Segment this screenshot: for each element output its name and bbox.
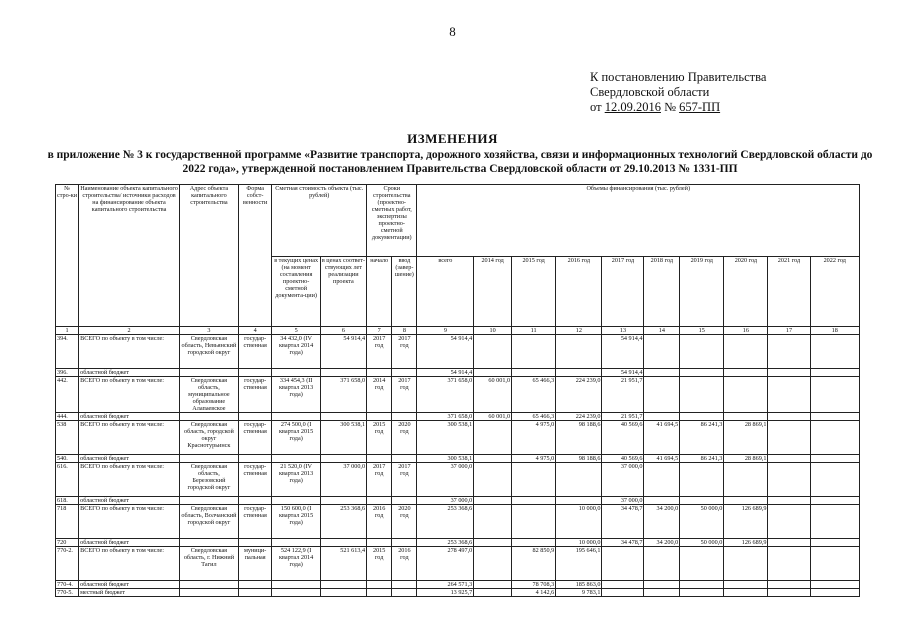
table-cell: 34 432,0 (IV квартал 2014 года)	[272, 335, 320, 369]
table-cell: 371 658,0	[320, 377, 366, 413]
table-cell	[810, 377, 860, 413]
document-heading: ИЗМЕНЕНИЯ	[407, 131, 498, 146]
table-cell	[810, 455, 860, 463]
table-cell: ВСЕГО по объекту в том числе:	[79, 335, 180, 369]
table-cell	[474, 539, 512, 547]
table-cell: Свердловская область, Невьянский городской округ	[180, 335, 239, 369]
table-cell	[474, 421, 512, 455]
table-cell	[810, 539, 860, 547]
table-cell	[680, 463, 724, 497]
table-cell	[768, 413, 810, 421]
table-row	[56, 505, 860, 539]
table-cell	[367, 369, 392, 377]
table-row	[56, 547, 860, 581]
table-cell: ВСЕГО по объекту в том числе:	[79, 505, 180, 539]
column-index-cell: 1	[56, 327, 79, 335]
table-cell: 34 200,0	[644, 539, 680, 547]
table-cell	[724, 377, 768, 413]
table-cell	[768, 421, 810, 455]
header-year: 2014 год	[474, 257, 512, 327]
table-cell: 538	[56, 421, 79, 455]
table-cell: 444.	[56, 413, 79, 421]
table-cell: 720	[56, 539, 79, 547]
table-cell	[367, 413, 392, 421]
table-cell	[392, 539, 417, 547]
column-index-cell: 17	[768, 327, 810, 335]
table-cell: областной бюджет	[79, 497, 180, 505]
table-cell: государ-ственная	[238, 335, 272, 369]
table-cell: ВСЕГО по объекту в том числе:	[79, 421, 180, 455]
table-cell: областной бюджет	[79, 581, 180, 589]
header-estimate-current: в текущих ценах (на момент составления проектно-сметной документа-ции)	[272, 257, 320, 327]
column-index-cell: 12	[556, 327, 602, 335]
table-cell	[512, 369, 556, 377]
table-cell: 371 658,0	[417, 413, 474, 421]
table-cell: 2015 год	[367, 421, 392, 455]
table-cell: Свердловская область, Волчанский городской округ	[180, 505, 239, 539]
table-cell	[272, 369, 320, 377]
table-cell: 2015 год	[367, 547, 392, 581]
table-cell: 334 454,3 (II квартал 2013 года)	[272, 377, 320, 413]
resolution-date: 12.09.2016	[604, 100, 661, 114]
table-cell: 28 869,1	[724, 455, 768, 463]
table-cell	[367, 455, 392, 463]
table-cell: 37 000,0	[320, 463, 366, 497]
table-cell: 2016 год	[367, 505, 392, 539]
column-index-cell: 6	[320, 327, 366, 335]
table-cell: 37 000,0	[602, 463, 644, 497]
table-cell: 28 869,1	[724, 421, 768, 455]
table-cell: 86 241,3	[680, 421, 724, 455]
table-cell: 10 000,0	[556, 539, 602, 547]
table-cell	[320, 589, 366, 597]
table-cell	[180, 589, 239, 597]
table-cell	[768, 335, 810, 369]
table-cell	[644, 547, 680, 581]
table-cell	[680, 497, 724, 505]
table-cell	[724, 463, 768, 497]
table-cell	[512, 335, 556, 369]
table-cell: 54 914,4	[602, 369, 644, 377]
table-cell	[768, 369, 810, 377]
table-cell	[474, 369, 512, 377]
table-cell	[724, 335, 768, 369]
table-cell	[474, 547, 512, 581]
table-cell: 65 466,3	[512, 413, 556, 421]
table-cell	[392, 581, 417, 589]
table-cell: 126 689,9	[724, 505, 768, 539]
table-cell	[512, 463, 556, 497]
table-cell: 253 368,6	[320, 505, 366, 539]
table-cell: Свердловская область, городской округ Краснотурьинск	[180, 421, 239, 455]
table-cell	[810, 547, 860, 581]
table-cell: 770-4.	[56, 581, 79, 589]
table-row	[56, 335, 860, 369]
table-cell	[556, 369, 602, 377]
table-cell	[556, 497, 602, 505]
header-terms: Сроки строительства (проектно-сметных работ, экспертизы проектно-сметной документации)	[367, 185, 417, 257]
table-cell	[474, 497, 512, 505]
column-index-cell: 13	[602, 327, 644, 335]
column-index-cell: 10	[474, 327, 512, 335]
table-cell	[768, 505, 810, 539]
table-cell	[768, 455, 810, 463]
table-cell: 2014 год	[367, 377, 392, 413]
table-cell: 300 538,1	[417, 421, 474, 455]
header-terms-start: начало	[367, 257, 392, 327]
table-cell	[238, 413, 272, 421]
table-cell	[768, 463, 810, 497]
table-cell: 185 863,0	[556, 581, 602, 589]
table-cell	[474, 505, 512, 539]
table-cell: 371 658,0	[417, 377, 474, 413]
resolution-number-prefix: №	[664, 100, 676, 114]
table-cell: 2017 год	[392, 335, 417, 369]
table-cell	[768, 539, 810, 547]
table-cell: 34 200,0	[644, 505, 680, 539]
table-cell	[474, 463, 512, 497]
header-year: 2018 год	[644, 257, 680, 327]
table-cell: областной бюджет	[79, 369, 180, 377]
table-cell: 37 000,0	[417, 497, 474, 505]
table-cell	[768, 581, 810, 589]
table-cell: 2020 год	[392, 421, 417, 455]
table-cell: 2017 год	[367, 335, 392, 369]
header-estimate-base: в ценах соответ-ствующих лет реализации проекта	[320, 257, 366, 327]
table-row	[56, 369, 860, 377]
table-row	[56, 377, 860, 413]
table-cell	[680, 377, 724, 413]
column-index-row	[56, 327, 860, 335]
table-cell	[474, 335, 512, 369]
table-cell: 21 951,7	[602, 413, 644, 421]
table-cell	[392, 413, 417, 421]
table-cell: 718	[56, 505, 79, 539]
table-cell: 60 001,0	[474, 413, 512, 421]
table-cell	[272, 497, 320, 505]
table-cell: 4 975,0	[512, 421, 556, 455]
column-index-cell: 8	[392, 327, 417, 335]
table-cell: 86 241,3	[680, 455, 724, 463]
table-cell	[238, 369, 272, 377]
table-cell	[810, 421, 860, 455]
table-cell: 278 497,0	[417, 547, 474, 581]
table-cell	[768, 377, 810, 413]
table-cell: 2020 год	[392, 505, 417, 539]
table-cell	[512, 505, 556, 539]
column-index-cell: 14	[644, 327, 680, 335]
table-row	[56, 463, 860, 497]
table-cell	[768, 547, 810, 581]
table-cell: областной бюджет	[79, 455, 180, 463]
table-cell: 4 975,0	[512, 455, 556, 463]
column-index-cell: 16	[724, 327, 768, 335]
table-cell	[367, 581, 392, 589]
column-index-cell: 4	[238, 327, 272, 335]
header-year: 2019 год	[680, 257, 724, 327]
table-cell: 37 000,0	[602, 497, 644, 505]
table-cell: 54 914,4	[417, 369, 474, 377]
table-cell: 264 571,3	[417, 581, 474, 589]
table-cell	[680, 335, 724, 369]
table-cell: 98 188,6	[556, 455, 602, 463]
table-cell: областной бюджет	[79, 413, 180, 421]
header-year: 2022 год	[810, 257, 860, 327]
table-cell: государ-ственная	[238, 463, 272, 497]
table-cell: 21 520,0 (IV квартал 2013 года)	[272, 463, 320, 497]
table-cell: Свердловская область, г. Нижний Тагил	[180, 547, 239, 581]
table-cell: государ-ственная	[238, 377, 272, 413]
table-cell	[644, 413, 680, 421]
column-index-cell: 15	[680, 327, 724, 335]
table-cell: 13 925,7	[417, 589, 474, 597]
table-cell	[768, 589, 810, 597]
table-cell	[512, 497, 556, 505]
table-cell	[810, 589, 860, 597]
table-cell: 300 538,1	[320, 421, 366, 455]
table-cell: 540.	[56, 455, 79, 463]
table-cell	[810, 505, 860, 539]
table-cell	[320, 455, 366, 463]
table-cell: 770-2.	[56, 547, 79, 581]
table-cell	[392, 369, 417, 377]
table-cell: 9 783,1	[556, 589, 602, 597]
table-cell: 98 188,6	[556, 421, 602, 455]
table-cell	[644, 335, 680, 369]
table-cell: 37 000,0	[417, 463, 474, 497]
table-cell	[392, 497, 417, 505]
table-cell: 394.	[56, 335, 79, 369]
table-cell	[180, 455, 239, 463]
table-cell	[644, 369, 680, 377]
column-index-cell: 2	[79, 327, 180, 335]
table-cell	[724, 589, 768, 597]
header-year: 2021 год	[768, 257, 810, 327]
table-cell	[180, 539, 239, 547]
table-cell	[272, 455, 320, 463]
table-row	[56, 455, 860, 463]
resolution-line-2: Свердловской области	[590, 85, 710, 99]
table-cell: 253 368,6	[417, 539, 474, 547]
table-cell: Свердловская область, муниципальное образование Алапаевское	[180, 377, 239, 413]
table-cell: 224 239,0	[556, 377, 602, 413]
table-cell	[724, 497, 768, 505]
table-cell: 41 694,5	[644, 455, 680, 463]
table-cell	[644, 463, 680, 497]
table-cell	[512, 539, 556, 547]
table-cell	[810, 335, 860, 369]
table-cell	[238, 581, 272, 589]
table-cell	[272, 581, 320, 589]
table-cell	[810, 369, 860, 377]
table-cell	[474, 589, 512, 597]
column-index-cell: 11	[512, 327, 556, 335]
table-cell	[320, 539, 366, 547]
table-cell	[602, 581, 644, 589]
table-cell	[556, 463, 602, 497]
table-cell: ВСЕГО по объекту в том числе:	[79, 547, 180, 581]
header-address: Адрес объекта капитального строительства	[180, 185, 239, 327]
table-cell: 2017 год	[392, 463, 417, 497]
resolution-prefix: от	[590, 100, 602, 114]
table-cell	[644, 589, 680, 597]
table-cell: 521 613,4	[320, 547, 366, 581]
table-cell	[474, 455, 512, 463]
table-cell: 2016 год	[392, 547, 417, 581]
header-total: всего	[417, 257, 474, 327]
table-cell: ВСЕГО по объекту в том числе:	[79, 463, 180, 497]
table-cell: 54 914,4	[417, 335, 474, 369]
header-ownership: Форма собст-венности	[238, 185, 272, 327]
table-cell	[238, 455, 272, 463]
table-cell: 82 850,9	[512, 547, 556, 581]
table-cell	[680, 547, 724, 581]
page-number: 8	[449, 24, 456, 39]
table-cell	[724, 369, 768, 377]
table-cell: областной бюджет	[79, 539, 180, 547]
header-year: 2015 год	[512, 257, 556, 327]
table-row	[56, 413, 860, 421]
table-cell	[680, 413, 724, 421]
table-cell	[644, 497, 680, 505]
table-cell	[367, 589, 392, 597]
table-cell	[392, 455, 417, 463]
table-cell: 65 466,3	[512, 377, 556, 413]
table-row	[56, 421, 860, 455]
table-cell: 274 500,0 (I квартал 2015 года)	[272, 421, 320, 455]
table-cell	[556, 335, 602, 369]
table-cell	[474, 581, 512, 589]
resolution-reference	[590, 70, 766, 115]
table-cell: 616.	[56, 463, 79, 497]
table-cell	[644, 581, 680, 589]
table-cell	[724, 413, 768, 421]
table-cell	[810, 497, 860, 505]
column-index-cell: 7	[367, 327, 392, 335]
table-cell	[644, 377, 680, 413]
table-cell: ВСЕГО по объекту в том числе:	[79, 377, 180, 413]
table-cell: государ-ственная	[238, 505, 272, 539]
header-terms-end: ввод (завер-шение)	[392, 257, 417, 327]
table-cell: 41 694,5	[644, 421, 680, 455]
table-row	[56, 497, 860, 505]
table-cell	[768, 497, 810, 505]
table-cell: 78 708,3	[512, 581, 556, 589]
resolution-number: 657-ПП	[679, 100, 721, 114]
document-subheading: в приложение № 3 к государственной программе «Развитие транспорта, дорожного хозяйства, связи и информационных технологий Свердловской области до 2022 года», утвержденной постановлением Правительства Свердловской области от 29.10.2013 № 1331-ПП	[47, 149, 873, 175]
header-row-no: № стро-ки	[56, 185, 79, 327]
table-cell	[680, 589, 724, 597]
table-cell: 126 689,9	[724, 539, 768, 547]
header-name: Наименование объекта капитального строительства/ источники расходов на финансирование объекта капитального строительства	[79, 185, 180, 327]
resolution-line-3	[590, 100, 766, 115]
header-year: 2017 год	[602, 257, 644, 327]
table-cell: 224 239,0	[556, 413, 602, 421]
table-cell: местный бюджет	[79, 589, 180, 597]
table-cell: 396.	[56, 369, 79, 377]
table-cell	[724, 547, 768, 581]
table-cell: 4 142,6	[512, 589, 556, 597]
column-index-cell: 3	[180, 327, 239, 335]
column-index-cell: 5	[272, 327, 320, 335]
table-row	[56, 539, 860, 547]
table-cell: государ-ственная	[238, 421, 272, 455]
column-index-cell: 9	[417, 327, 474, 335]
table-row	[56, 581, 860, 589]
table-cell: 50 000,0	[680, 539, 724, 547]
table-cell: 50 000,0	[680, 505, 724, 539]
table-cell	[392, 589, 417, 597]
table-cell	[320, 413, 366, 421]
table-cell	[320, 581, 366, 589]
table-cell: 2017 год	[392, 377, 417, 413]
table-cell	[810, 463, 860, 497]
table-cell	[724, 581, 768, 589]
table-cell: 54 914,4	[602, 335, 644, 369]
table-cell: 524 122,9 (I квартал 2014 года)	[272, 547, 320, 581]
table-cell: 54 914,4	[320, 335, 366, 369]
table-cell: 40 569,6	[602, 455, 644, 463]
table-cell: 40 569,6	[602, 421, 644, 455]
table-cell: 2017 год	[367, 463, 392, 497]
table-cell: 60 001,0	[474, 377, 512, 413]
table-cell	[810, 581, 860, 589]
table-cell: муници-пальная	[238, 547, 272, 581]
table-cell	[180, 369, 239, 377]
header-funding: Объемы финансирования (тыс. рублей)	[417, 185, 860, 257]
table-cell: 34 478,7	[602, 505, 644, 539]
table-cell	[320, 497, 366, 505]
table-cell: 10 000,0	[556, 505, 602, 539]
table-row	[56, 589, 860, 597]
table-cell: 770-5.	[56, 589, 79, 597]
table-cell: 618.	[56, 497, 79, 505]
table-cell: 442.	[56, 377, 79, 413]
table-cell	[367, 539, 392, 547]
table-cell	[680, 581, 724, 589]
table-cell: 195 646,1	[556, 547, 602, 581]
header-year: 2020 год	[724, 257, 768, 327]
table-cell: 34 478,7	[602, 539, 644, 547]
table-cell	[180, 497, 239, 505]
table-cell: 21 951,7	[602, 377, 644, 413]
table-cell	[180, 581, 239, 589]
table-cell	[238, 539, 272, 547]
table-cell	[320, 369, 366, 377]
table-cell	[272, 589, 320, 597]
table-cell: Свердловская область, Березовский городской округ	[180, 463, 239, 497]
funding-table	[55, 184, 860, 597]
table-cell	[602, 589, 644, 597]
table-cell: 253 368,6	[417, 505, 474, 539]
table-cell	[272, 413, 320, 421]
table-cell	[602, 547, 644, 581]
table-cell: 300 538,1	[417, 455, 474, 463]
table-cell	[272, 539, 320, 547]
table-cell	[180, 413, 239, 421]
column-index-cell: 18	[810, 327, 860, 335]
table-cell	[238, 589, 272, 597]
resolution-line-1: К постановлению Правительства	[590, 70, 767, 84]
table-cell	[238, 497, 272, 505]
header-estimate: Сметная стоимость объекта (тыс. рублей)	[272, 185, 367, 257]
table-cell: 150 600,0 (I квартал 2015 года)	[272, 505, 320, 539]
header-year: 2016 год	[556, 257, 602, 327]
table-cell	[680, 369, 724, 377]
table-cell	[810, 413, 860, 421]
table-cell	[367, 497, 392, 505]
